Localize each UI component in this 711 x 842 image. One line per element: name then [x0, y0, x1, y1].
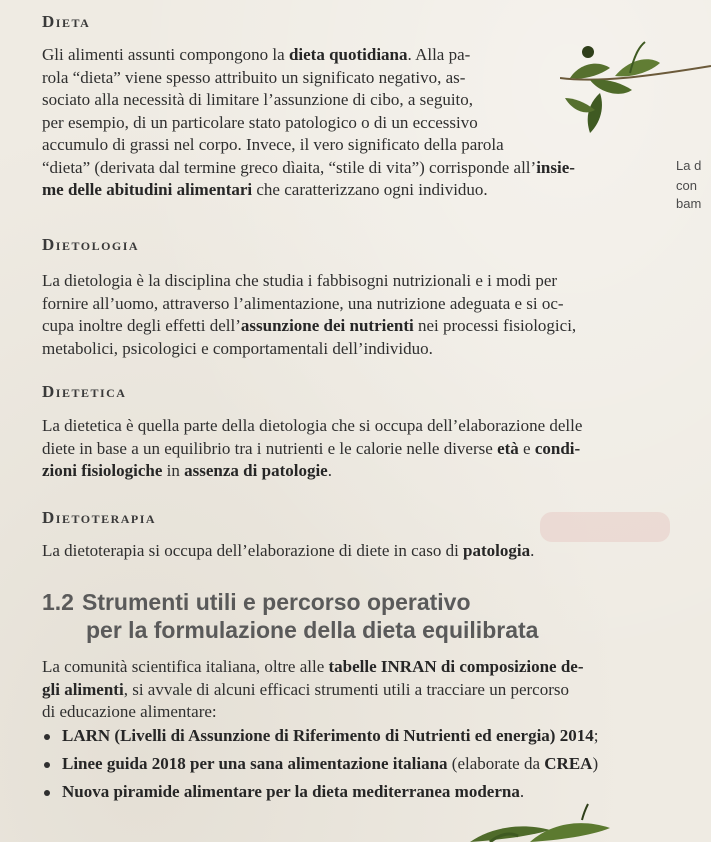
text-line — [42, 157, 575, 180]
bold-term: Linee guida 2018 per una sana alimentazione italiana — [62, 754, 448, 773]
text-fragment: in — [162, 461, 185, 480]
text-fragment: Gli alimenti assunti compongono la — [42, 45, 289, 64]
bold-term: dieta quotidiana — [288, 45, 408, 64]
list-item — [42, 722, 682, 750]
text-line — [42, 540, 662, 563]
text-fragment: e — [518, 438, 535, 458]
bullet-icon — [44, 762, 50, 768]
heading-dietologia: Dietologia — [42, 235, 140, 254]
text-line — [42, 315, 662, 338]
text-line: sociato alla necessità di limitare l’assunzione di cibo, a seguito, — [42, 90, 474, 109]
bold-term: condi- — [534, 438, 581, 458]
paragraph-dietologia — [42, 270, 662, 360]
text-line — [42, 179, 562, 202]
text-fragment: “dieta” (derivata dal termine greco dìaita, “stile di vita”) corrisponde all’ — [42, 157, 537, 177]
section-title-line-1 — [42, 588, 471, 616]
text-fragment: La dietoterapia si occupa dell’elaborazione di diete in caso di — [42, 541, 464, 560]
bold-term: tabelle INRAN di composizione de- — [328, 657, 584, 676]
section-title-text: Strumenti utili e percorso operativo — [81, 589, 471, 615]
bold-term: Nuova piramide alimentare per la dieta mediterranea moderna — [62, 782, 520, 801]
paragraph-dietetica — [42, 415, 662, 483]
paragraph-dieta — [42, 44, 575, 202]
side-note-3: bam — [676, 196, 702, 211]
text-fragment: cupa inoltre degli effetti dell’ — [42, 316, 241, 335]
section-number: 1.2 — [42, 589, 74, 615]
bold-term: zioni fisiologiche — [42, 461, 163, 480]
text-line: accumulo di grassi nel corpo. Invece, il vero significato della parola — [42, 135, 504, 154]
text-line — [42, 44, 562, 67]
heading-dieta: Dieta — [42, 12, 91, 31]
text-line — [42, 656, 672, 679]
bold-term: età — [497, 438, 519, 458]
bullet-icon — [44, 734, 50, 740]
text-fragment: , si avvale di alcuni efficaci strumenti utili a tracciare un percorso — [123, 679, 569, 699]
olive-branch-illustration — [560, 38, 711, 138]
text-line — [42, 679, 672, 702]
section-title-line-2: per la formulazione della dieta equilibrata — [86, 617, 539, 643]
heading-dietetica: Dietetica — [42, 382, 127, 401]
text-line: metabolici, psicologici e comportamentali dell’individuo. — [42, 338, 433, 358]
text-line: rola “dieta” viene spesso attribuito un significato negativo, as- — [42, 67, 466, 87]
text-fragment: nei processi fisiologici, — [413, 316, 577, 335]
paragraph-dietoterapia — [42, 540, 662, 563]
text-fragment: ) — [592, 754, 599, 773]
text-line: fornire all’uomo, attraverso l’alimentazione, una nutrizione adeguata e si oc- — [42, 293, 564, 313]
text-line: per esempio, di un particolare stato patologico o di un eccessivo — [42, 112, 478, 132]
text-fragment: . — [327, 461, 332, 480]
text-fragment: . — [530, 541, 535, 560]
paragraph-strumenti — [42, 656, 672, 724]
list-item — [42, 750, 682, 778]
bold-term: LARN (Livelli di Assunzione di Riferimento di Nutrienti ed energia) 2014 — [62, 726, 594, 745]
text-fragment: La comunità scientifica italiana, oltre alle — [42, 657, 329, 676]
bold-term: patologia — [463, 541, 531, 560]
text-line — [42, 460, 662, 483]
text-fragment: diete in base a un equilibrio tra i nutrienti e le calorie nelle diverse — [42, 438, 498, 458]
text-fragment: (elaborate da — [447, 754, 545, 773]
herbs-illustration — [470, 800, 630, 842]
bold-term: CREA — [544, 754, 593, 773]
text-line — [42, 438, 662, 461]
tools-bullet-list — [42, 722, 682, 806]
bullet-icon — [44, 790, 50, 796]
bold-term: me delle abitudini alimentari — [42, 180, 253, 199]
text-fragment: . Alla pa- — [407, 45, 471, 64]
bold-term: assunzione dei nutrienti — [240, 316, 414, 335]
text-line: di educazione alimentare: — [42, 702, 217, 721]
side-note-2: con — [676, 178, 697, 193]
text-fragment: ; — [593, 726, 599, 745]
bold-term: insie- — [536, 157, 575, 177]
bold-term: assenza di patologie — [184, 461, 328, 480]
side-note-1: La d — [676, 158, 702, 173]
bold-term: gli alimenti — [42, 679, 124, 699]
text-fragment: . — [519, 782, 525, 801]
text-fragment: che caratterizzano ogni individuo. — [252, 180, 488, 199]
text-line: La dietetica è quella parte della dietologia che si occupa dell’elaborazione delle — [42, 416, 583, 435]
heading-dietoterapia: Dietoterapia — [42, 508, 157, 527]
text-line: La dietologia è la disciplina che studia i fabbisogni nutrizionali e i modi per — [42, 271, 558, 290]
